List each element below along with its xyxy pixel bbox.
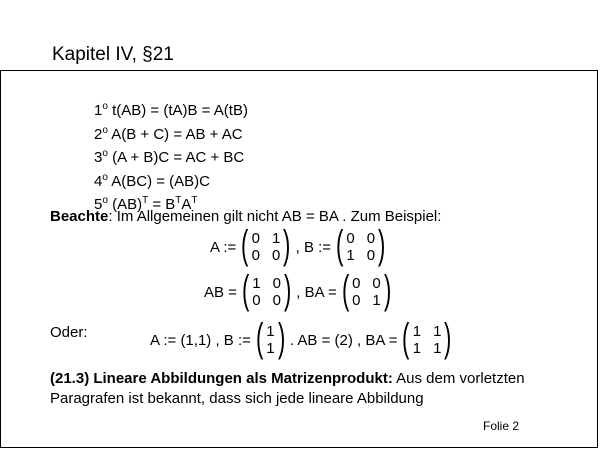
slide-title: Kapitel IV, §21 — [52, 44, 174, 65]
matrix-b-column: ( 1 1 ) — [255, 316, 285, 360]
section-paragraph: (21.3) Lineare Abbildungen als Matrizenprodukt: Aus dem vorletzten Paragrafen ist bekannt, dass sich jede lineare Abbildung — [50, 370, 525, 407]
equation-ab-ba: AB = ( 1 0 0 0 ) , BA = ( 0 0 0 1 ) — [204, 274, 396, 310]
rule-1: 1$^o$ t(AB) = (tA)B = A(tB) — [94, 101, 248, 119]
equation-vector-example: A := (1,1) , B := ( 1 1 ) . AB = (2) , BA = ( 1 1 1 1 ) — [150, 322, 457, 358]
rule-2: 2$^o$ A(B + C) = AB + AC — [94, 124, 243, 143]
rule-3: 3$^o$ (A + B)C = AC + BC — [94, 148, 245, 166]
slide-number: Folie 2 — [483, 419, 520, 433]
matrix-ba-ones: ( 1 1 1 1 ) — [402, 316, 452, 360]
matrix-b: ( 0 0 1 0 ) — [336, 223, 386, 267]
matrix-ba: ( 0 0 0 1 ) — [341, 268, 392, 312]
matrix-a: ( 0 1 0 0 ) — [241, 223, 291, 267]
equation-a-b: A := ( 0 1 0 0 ) , B := ( 0 0 1 0 ) — [210, 229, 390, 265]
matrix-ab: ( 1 0 0 0 ) — [241, 268, 292, 312]
rule-5: 5$^o$ $(AB)^T = B^TA^T$ — [94, 195, 198, 213]
oder-label: Oder: — [50, 324, 88, 341]
rules-list — [94, 97, 248, 215]
rule-4: 4$^o$ A(BC) = (AB)C — [94, 171, 211, 190]
note-text: Beachte: Im Allgemeinen gilt nicht AB = BA . Zum Beispiel: — [50, 208, 442, 225]
